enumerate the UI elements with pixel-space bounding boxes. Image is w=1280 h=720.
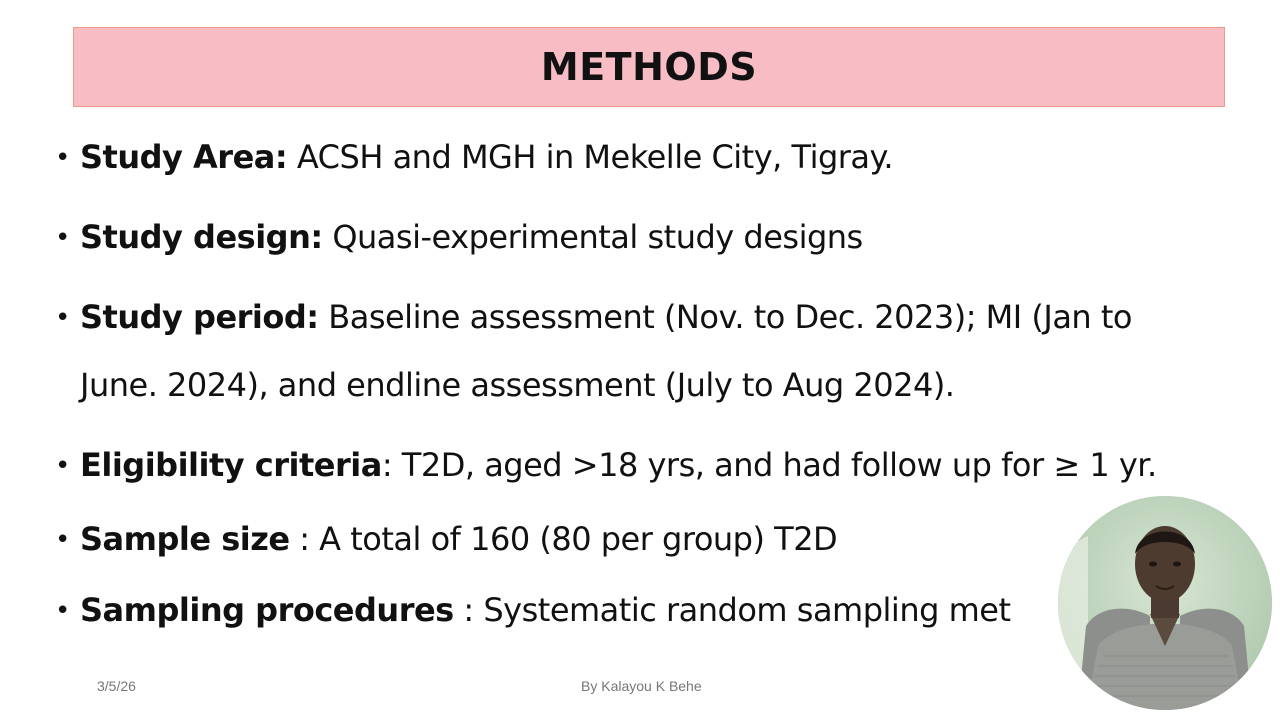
presenter-avatar-icon — [1058, 496, 1272, 710]
bullet-marker: • — [55, 451, 70, 481]
bullet-study-period — [55, 298, 1255, 404]
bullet-marker: • — [55, 596, 70, 626]
bullet-text-continuation: June. 2024), and endline assessment (July to Aug 2024). — [80, 366, 955, 404]
bullet-label: Study design: — [80, 218, 323, 256]
bullet-text: Quasi-experimental study designs — [322, 218, 863, 256]
bullet-text: : T2D, aged >18 yrs, and had follow up for ≥ 1 yr. — [381, 446, 1157, 484]
slide-title-banner — [73, 27, 1225, 107]
bullet-marker: • — [55, 223, 70, 253]
slide-title: METHODS — [540, 45, 758, 89]
bullet-text: : A total of 160 (80 per group) T2D — [289, 520, 838, 558]
bullet-label: Study period: — [80, 298, 319, 336]
bullet-text: Baseline assessment (Nov. to Dec. 2023); MI (Jan to — [318, 298, 1132, 336]
bullet-label: Study Area: — [80, 138, 288, 176]
bullet-label: Sample size — [80, 520, 290, 558]
bullet-text: : Systematic random sampling met — [453, 591, 1011, 629]
bullet-marker: • — [55, 303, 70, 333]
presenter-video-overlay[interactable] — [1058, 496, 1272, 710]
bullet-study-area — [55, 140, 1255, 175]
bullet-label: Sampling procedures — [80, 591, 454, 629]
bullet-text: ACSH and MGH in Mekelle City, Tigray. — [287, 138, 894, 176]
slide-footer-date: 3/5/26 — [97, 678, 136, 694]
bullet-marker: • — [55, 525, 70, 555]
bullet-label: Eligibility criteria — [80, 446, 382, 484]
bullet-eligibility-criteria — [55, 448, 1255, 483]
bullet-marker: • — [55, 143, 70, 173]
bullet-study-design — [55, 220, 1255, 255]
slide-footer-author: By Kalayou K Behe — [581, 678, 702, 694]
